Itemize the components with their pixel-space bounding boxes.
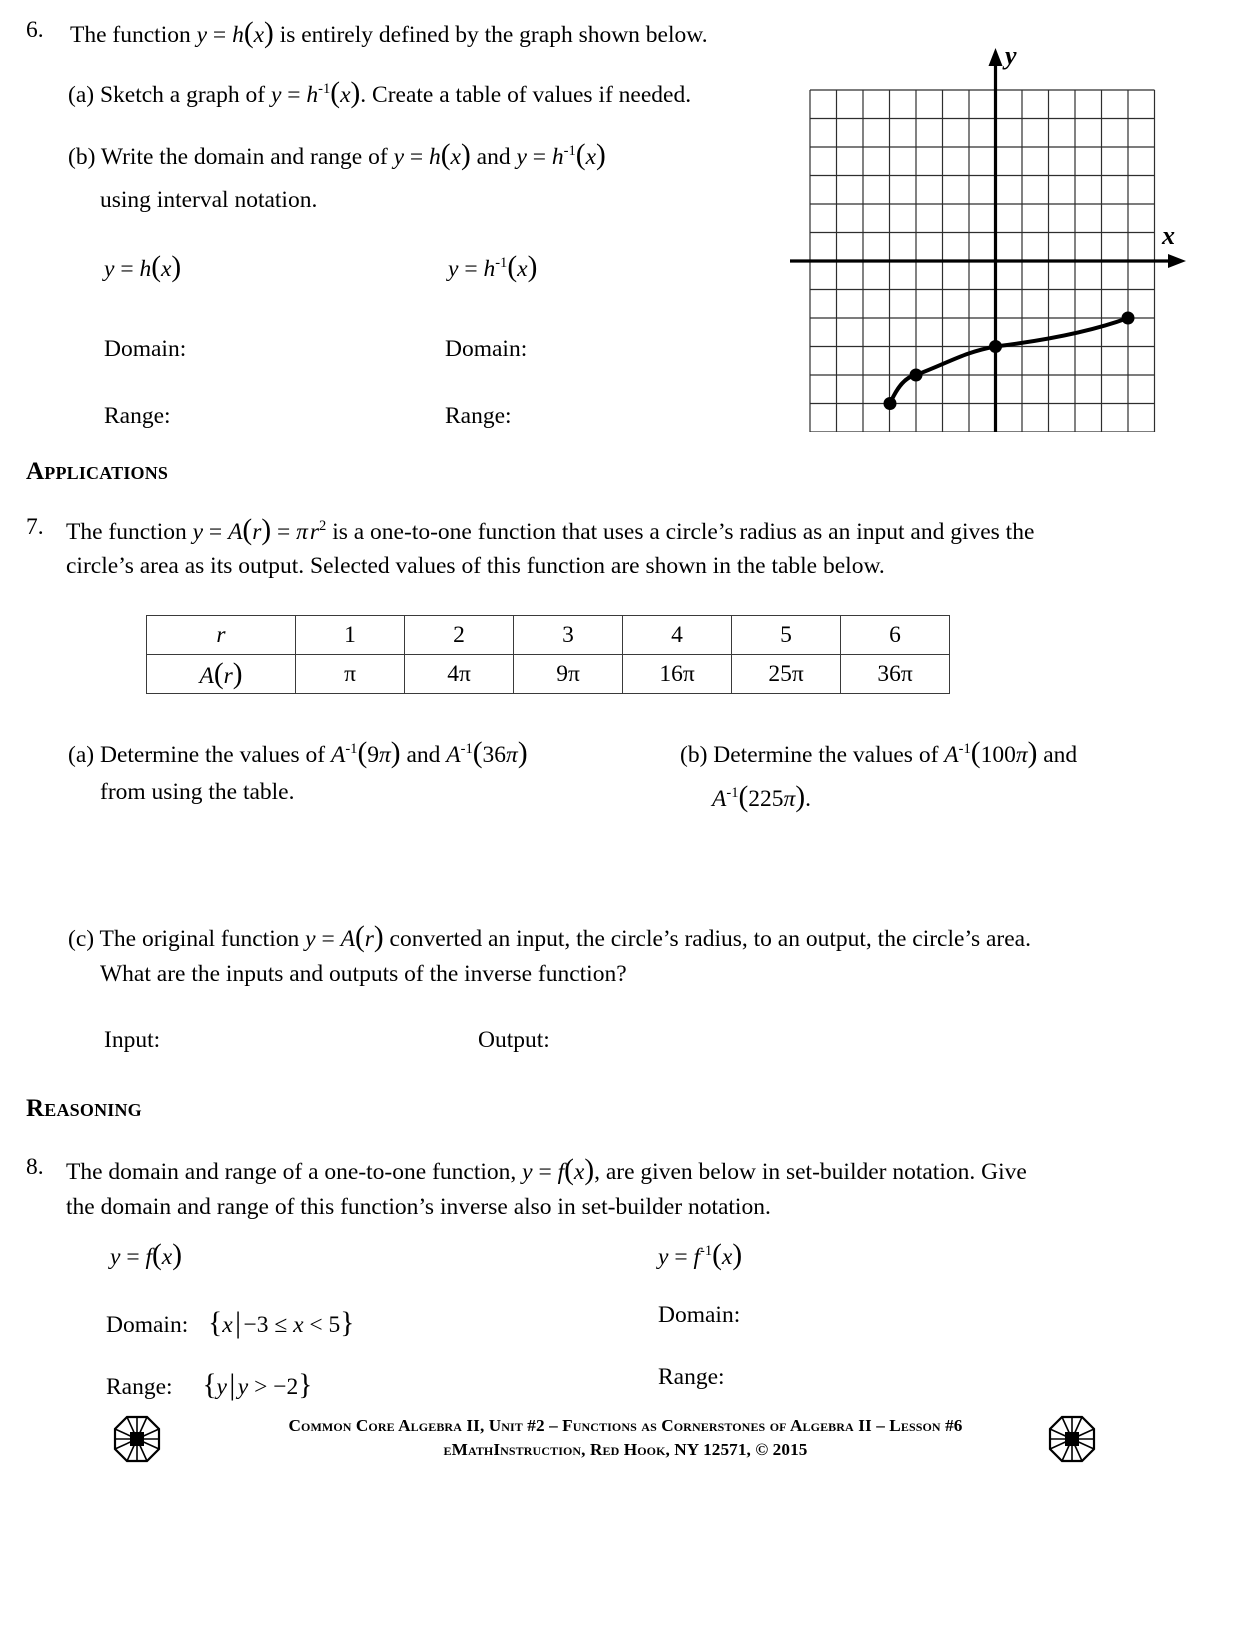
- problem-8-domain-left-label: Domain:: [106, 1312, 189, 1338]
- problem-6-part-a: [68, 78, 788, 109]
- problem-7-part-a-line2: from using the table.: [100, 779, 295, 805]
- curve-point-2: [910, 369, 923, 382]
- table-cell-area-4: 16π: [623, 655, 732, 694]
- problem-8-stem-post: are given below in set-builder notation. Give: [600, 1159, 1027, 1185]
- table-cell-area-5: 25π: [732, 655, 841, 694]
- footer-line-1: Common Core Algebra II, Unit #2 – Functions as Cornerstones of Algebra II – Lesson #6: [288, 1416, 963, 1435]
- problem-8-range-left: [106, 1370, 312, 1401]
- problem-7-part-a-expr-1: $A^{-1}(9\pi)$: [330, 737, 401, 769]
- problem-6-part-b-function-1: y = h(x): [393, 139, 471, 171]
- table-cell-area-6: 36π: [841, 655, 950, 694]
- problem-7-part-c-function: y = A(r): [305, 921, 384, 953]
- table-row-r: [147, 616, 950, 655]
- problem-7-part-b-pre: Determine the values of: [713, 742, 945, 768]
- table-cell-r-1: 1: [296, 616, 405, 655]
- problem-7-part-c-pre: The original function: [99, 926, 306, 952]
- problem-6-function-right: $y = h^{-1}(x)$: [448, 251, 538, 283]
- problem-7-stem-pre: The function: [66, 519, 193, 545]
- problem-7-part-c-post: converted an input, the circle’s radius, to an output, the circle’s area.: [383, 926, 1031, 952]
- problem-6-stem-pre: The function: [70, 22, 197, 48]
- problem-6-stem-post: is entirely defined by the graph shown below.: [273, 22, 708, 48]
- table-cell-r-5: 5: [732, 616, 841, 655]
- problem-7-stem-post: is a one-to-one function that uses a circle’s radius as an input and gives the: [326, 519, 1035, 545]
- table-cell-area-3: 9π: [514, 655, 623, 694]
- problem-6-part-b-mid: and: [470, 144, 517, 170]
- problem-8-domain-right-label: Domain:: [658, 1302, 741, 1328]
- problem-6-part-b-pre: Write the domain and range of: [100, 144, 394, 170]
- problem-7-number: 7.: [26, 514, 44, 540]
- values-table: [146, 615, 950, 694]
- problem-7-part-b-expr-1: $A^{-1}(100\pi)$: [944, 737, 1038, 769]
- table-cell-area-1: π: [296, 655, 405, 694]
- problem-6-function-left: y = h(x): [104, 251, 182, 283]
- problem-6-part-b-line2: using interval notation.: [100, 187, 318, 213]
- problem-7-part-a: [68, 738, 638, 769]
- problem-7-input-label: Input:: [104, 1027, 161, 1053]
- y-axis-label: y: [1005, 41, 1017, 70]
- problem-8-range-left-label: Range:: [106, 1374, 173, 1400]
- curve-point-right-endpoint: [1122, 312, 1135, 325]
- problem-7-part-a-mid: and: [400, 742, 447, 768]
- problem-8-stem: [66, 1155, 1176, 1186]
- problem-7-part-b-expr-2: $A^{-1}(225\pi)$.: [712, 781, 811, 813]
- problem-8-range-right-label: Range:: [658, 1364, 725, 1390]
- problem-7-part-b: [680, 738, 1180, 769]
- table-cell-area-2: 4π: [405, 655, 514, 694]
- problem-7-part-b-post: and: [1037, 742, 1078, 768]
- function-curve: [890, 318, 1128, 404]
- problem-7-stem-function: y = A(r) = π $r^2$: [192, 514, 327, 546]
- curve-point-left-endpoint: [884, 397, 897, 410]
- applications-heading: Applications: [26, 458, 169, 485]
- problem-8-stem-function: y = f(x),: [522, 1154, 600, 1186]
- footer-line-2: eMathInstruction, Red Hook, NY 12571, © 2015: [443, 1440, 808, 1460]
- problem-7-part-b-line2: [712, 782, 1182, 813]
- table-row-header-area: A(r): [147, 655, 296, 694]
- problem-8-domain-left-value: {x | −3 ≤ x < 5}: [208, 1307, 355, 1339]
- table-row-area: [147, 655, 950, 694]
- problem-7-part-c-line2: What are the inputs and outputs of the inverse function?: [100, 961, 627, 987]
- problem-7-output-label: Output:: [478, 1027, 550, 1053]
- problem-7-part-b-label: (b): [680, 742, 708, 768]
- problem-6-domain-left-label: Domain:: [104, 336, 187, 362]
- table-row-header-r: r: [147, 616, 296, 655]
- problem-7-part-a-expr-2: $A^{-1}(36\pi)$: [446, 737, 528, 769]
- table-cell-r-4: 4: [623, 616, 732, 655]
- table-cell-r-3: 3: [514, 616, 623, 655]
- problem-6-range-right-label: Range:: [445, 403, 512, 429]
- reasoning-heading: Reasoning: [26, 1095, 142, 1122]
- problem-6-stem: [70, 18, 790, 49]
- table-cell-r-2: 2: [405, 616, 514, 655]
- problem-8-range-left-value: {y | y > −2}: [202, 1369, 313, 1401]
- problem-7-part-a-label: (a): [68, 742, 95, 768]
- problem-6-part-a-function: $y = h^{-1}(x)$.: [270, 77, 367, 109]
- problem-8-stem-pre: The domain and range of a one-to-one function,: [66, 1159, 523, 1185]
- function-graph: [790, 32, 1190, 432]
- curve-point-3: [989, 340, 1002, 353]
- table-cell-r-6: 6: [841, 616, 950, 655]
- emathinstruction-logo-left: [113, 1415, 161, 1463]
- problem-6-part-b: [68, 140, 788, 171]
- problem-6-part-a-pre: Sketch a graph of: [99, 82, 271, 108]
- problem-6-part-a-post: Create a table of values if needed.: [366, 82, 692, 108]
- function-values-table: [146, 615, 950, 694]
- problem-6-part-a-label: (a): [68, 82, 95, 108]
- problem-8-function-right: $y = f^{-1}(x)$: [658, 1239, 743, 1271]
- problem-8-domain-left: [106, 1308, 354, 1339]
- problem-7-part-c-label: (c): [68, 926, 95, 952]
- x-axis: [790, 254, 1186, 268]
- problem-8-stem-line2: the domain and range of this function’s inverse also in set-builder notation.: [66, 1194, 771, 1220]
- problem-7-stem: [66, 515, 1166, 579]
- problem-6-range-left-label: Range:: [104, 403, 171, 429]
- problem-6-part-b-function-2: $y = h^{-1}(x)$: [516, 139, 606, 171]
- problem-7-part-a-pre: Determine the values of: [99, 742, 331, 768]
- problem-7-stem-line2: circle’s area as its output. Selected values of this function are shown in the table below.: [66, 552, 885, 579]
- problem-8-number: 8.: [26, 1154, 44, 1180]
- problem-6-part-b-label: (b): [68, 144, 96, 170]
- problem-6-number: 6.: [26, 17, 44, 43]
- emathinstruction-logo-right: [1048, 1415, 1096, 1463]
- problem-6-domain-right-label: Domain:: [445, 336, 528, 362]
- graph-svg: [790, 32, 1190, 432]
- problem-6-stem-function: y = h(x): [196, 17, 274, 49]
- problem-8-function-left: y = f(x): [110, 1239, 182, 1271]
- problem-7-part-c: [68, 922, 1178, 953]
- x-axis-label: x: [1162, 221, 1175, 250]
